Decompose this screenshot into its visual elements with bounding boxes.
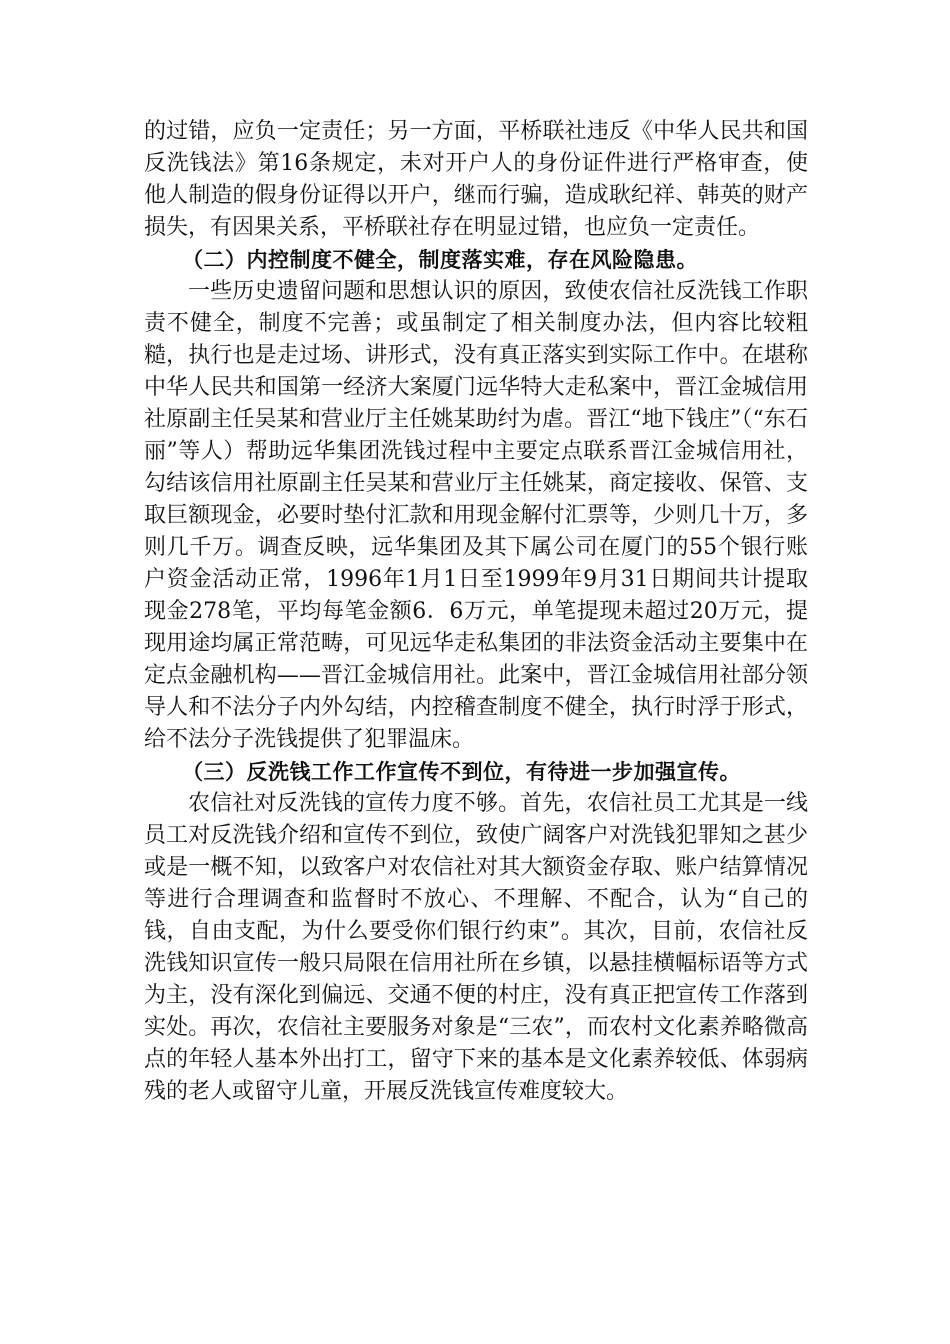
section-heading-2: （二）内控制度不健全，制度落实难，存在风险隐患。 (182, 248, 698, 272)
paragraph-publicity: 农信社对反洗钱的宣传力度不够。首先，农信社员工尤其是一线员工对反洗钱介绍和宣传不到位，致使广阔客户对洗钱犯罪知之甚少或是一概不知，以致客户对农信社对其大额资金存取、账户结算情况等进行合理调查和监督时不放心、不理解、不配合，认为“自己的钱，自由支配，为什么要受你们银行约束”。其次，目前，农信社反洗钱知识宣传一般只局限在信用社所在乡镇，以悬挂横幅标语等方式为主，没有深化到偏远、交通不便的村庄，没有真正把宣传工作落到实处。再次，农信社主要服务对象是“三农”，而农村文化素养略微高点的年轻人基本外出打工，留守下来的基本是文化素养较低、体弱病残的老人或留守儿童，开展反洗钱宣传难度较大。 (144, 791, 808, 1104)
document-body (144, 116, 808, 1108)
paragraph-internal-control: 一些历史遗留问题和思想认识的原因，致使农信社反洗钱工作职责不健全，制度不完善；或虽制定了相关制度办法，但内容比较粗糙，执行也是走过场、讲形式，没有真正落实到实际工作中。在堪称中华人民共和国第一经济大案厦门远华特大走私案中，晋江金城信用社原副主任吴某和营业厅主任姚某助纣为虐。晋江“地下钱庄”（“东石丽”等人）帮助远华集团洗钱过程中主要定点联系晋江金城信用社，勾结该信用社原副主任吴某和营业厅主任姚某，商定接收、保管、支取巨额现金，必要时垫付汇款和用现金解付汇票等，少则几十万，多则几千万。调查反映，远华集团及其下属公司在厦门的55个银行账户资金活动正常，1996年1月1日至1999年9月31日期间共计提取现金278笔，平均每笔金额6．6万元，单笔提现未超过20万元，提现用途均属正常范畴，可见远华走私集团的非法资金活动主要集中在定点金融机构——晋江金城信用社。此案中，晋江金城信用社部分领导人和不法分子内外勾结，内控稽查制度不健全，执行时浮于形式，给不法分子洗钱提供了犯罪温床。 (144, 279, 808, 752)
paragraph-continuation: 的过错，应负一定责任；另一方面，平桥联社违反《中华人民共和国反洗钱法》第16条规定，未对开户人的身份证件进行严格审查，使他人制造的假身份证得以开户，继而行骗，造成耿纪祥、韩英的财产损失，有因果关系，平桥联社存在明显过错，也应负一定责任。 (144, 119, 808, 240)
section-heading-3: （三）反洗钱工作工作宣传不到位，有待进一步加强宣传。 (182, 760, 741, 784)
